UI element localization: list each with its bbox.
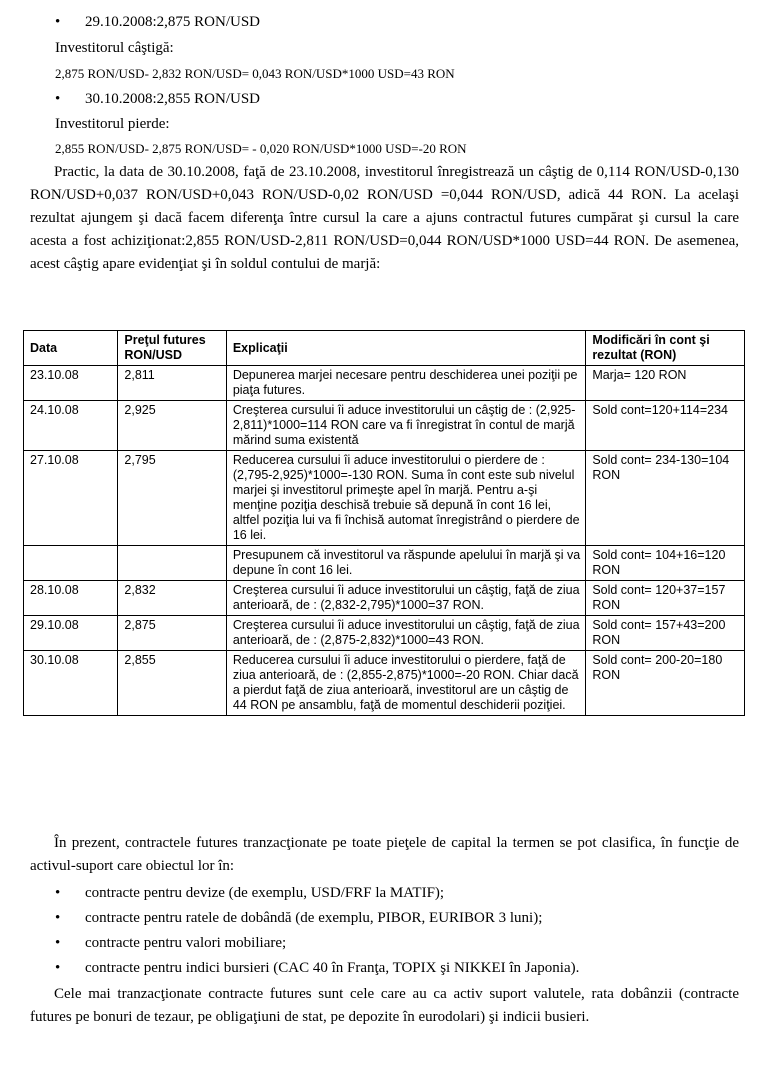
bullet-dot-icon: • (55, 14, 61, 30)
cell-explanation: Creşterea cursului îi aduce investitorului un câştig, faţă de ziua anterioară, de : (2,875-2,832)*1000=43 RON. (226, 616, 585, 651)
cell-price (118, 546, 226, 581)
cell-date: 24.10.08 (24, 401, 118, 451)
cell-date: 23.10.08 (24, 366, 118, 401)
header-data: Data (24, 331, 118, 366)
cell-balance: Sold cont= 104+16=120 RON (586, 546, 745, 581)
header-futures-price: Preţul futures RON/USD (118, 331, 226, 366)
cell-explanation: Creşterea cursului îi aduce investitorului un câştig, faţă de ziua anterioară, de : (2,832-2,795)*1000=37 RON. (226, 581, 585, 616)
list-item-text: contracte pentru ratele de dobândă (de exemplu, PIBOR, EURIBOR 3 luni); (85, 910, 543, 926)
list-item (55, 933, 286, 953)
cell-date (24, 546, 118, 581)
paragraph-summary (30, 161, 739, 276)
bullet-dot-icon: • (55, 935, 61, 951)
paragraph-text: Practic, la data de 30.10.2008, faţă de 23.10.2008, investitorul înregistrează un câştig de 0,114 RON/USD-0,130 RON/USD+0,037 RON/USD+0,043 RON/USD-0,02 RON/USD =0,044 RON/USD, adică 44 RON. La acelaşi rezultat ajungem şi dacă facem diferenţa între cursul la care a ajuns contractul futures cumpărat şi cursul la care acesta a fost achiziţionat:2,855 RON/USD-2,811 RON/USD=0,044 RON/USD*1000 USD=44 RON. De asemenea, acest câştig apare evidenţiat şi în soldul contului de marjă: (30, 164, 739, 272)
list-item-text: contracte pentru devize (de exemplu, USD/FRF la MATIF); (85, 885, 445, 901)
cell-price: 2,795 (118, 451, 226, 546)
table-row (24, 451, 745, 546)
header-account-changes: Modificări în cont şi rezultat (RON) (586, 331, 745, 366)
paragraph-conclusion (30, 983, 739, 1029)
list-item (55, 883, 444, 903)
bullet-item (55, 89, 260, 109)
table-row (24, 366, 745, 401)
table-row (24, 581, 745, 616)
cell-balance: Marja= 120 RON (586, 366, 745, 401)
cell-balance: Sold cont= 157+43=200 RON (586, 616, 745, 651)
bullet-dot-icon: • (55, 910, 61, 926)
cell-balance: Sold cont= 120+37=157 RON (586, 581, 745, 616)
cell-explanation: Creşterea cursului îi aduce investitorului un câştig de : (2,925-2,811)*1000=114 RON care va fi înregistrat în contul de marjă mărind suma existentă (226, 401, 585, 451)
cell-price: 2,855 (118, 651, 226, 716)
cell-date: 29.10.08 (24, 616, 118, 651)
table-row (24, 651, 745, 716)
bullet-dot-icon: • (55, 960, 61, 976)
bullet-text: 30.10.2008:2,855 RON/USD (85, 91, 261, 107)
bullet-dot-icon: • (55, 885, 61, 901)
table-header-row (24, 331, 745, 366)
cell-explanation: Reducerea cursului îi aduce investitorului o pierdere, faţă de ziua anterioară, de : (2,855-2,875)*1000=-20 RON. Chiar dacă a pierdut faţă de ziua anterioară, investitorul are un câştig de 44 RON pe ansamblu, faţă de momentul deschiderii poziţiei. (226, 651, 585, 716)
cell-date: 27.10.08 (24, 451, 118, 546)
cell-balance: Sold cont= 200-20=180 RON (586, 651, 745, 716)
bullet-item (55, 12, 260, 32)
table-row (24, 401, 745, 451)
result-label: Investitorul câştigă: (55, 40, 174, 56)
cell-price: 2,925 (118, 401, 226, 451)
cell-explanation: Presupunem că investitorul va răspunde apelului în marjă şi va depune în cont 16 lei. (226, 546, 585, 581)
table-row (24, 546, 745, 581)
cell-date: 30.10.08 (24, 651, 118, 716)
cell-explanation: Reducerea cursului îi aduce investitorului o pierdere de : (2,795-2,925)*1000=-130 RON. Suma în cont este sub nivelul marjei şi investitorul primeşte apel în marjă. Pentru a-şi menţine poziţia deschisă trebuie să depună în cont 16 lei, altfel poziţia lui va fi închisă automat înregistrând o pierdere de 16 lei. (226, 451, 585, 546)
margin-account-table (23, 330, 745, 716)
result-label: Investitorul pierde: (55, 116, 170, 132)
list-item-text: contracte pentru valori mobiliare; (85, 935, 287, 951)
cell-balance: Sold cont= 234-130=104 RON (586, 451, 745, 546)
cell-date: 28.10.08 (24, 581, 118, 616)
cell-balance: Sold cont=120+114=234 (586, 401, 745, 451)
cell-price: 2,875 (118, 616, 226, 651)
cell-price: 2,832 (118, 581, 226, 616)
paragraph-text: În prezent, contractele futures tranzacţionate pe toate pieţele de capital la termen se pot clasifica, în funcţie de activul-suport care obiectul lor în: (30, 835, 739, 874)
paragraph-classification (30, 832, 739, 878)
bullet-text: 29.10.2008:2,875 RON/USD (85, 14, 261, 30)
list-item (55, 958, 579, 978)
table-row (24, 616, 745, 651)
cell-price: 2,811 (118, 366, 226, 401)
paragraph-text: Cele mai tranzacţionate contracte futures sunt cele care au ca activ suport valutele, rata dobânzii (contracte futures pe bonuri de tezaur, pe obligaţiuni de stat, pe depozite în eurodolari) şi indicii busieri. (30, 986, 739, 1025)
cell-explanation: Depunerea marjei necesare pentru deschiderea unei poziţii pe piaţa futures. (226, 366, 585, 401)
list-item (55, 908, 542, 928)
calculation-line: 2,855 RON/USD- 2,875 RON/USD= - 0,020 RON/USD*1000 USD=-20 RON (55, 141, 467, 156)
calculation-line: 2,875 RON/USD- 2,832 RON/USD= 0,043 RON/USD*1000 USD=43 RON (55, 66, 455, 81)
list-item-text: contracte pentru indici bursieri (CAC 40 în Franţa, TOPIX şi NIKKEI în Japonia). (85, 960, 580, 976)
header-explanations: Explicaţii (226, 331, 585, 366)
bullet-dot-icon: • (55, 91, 61, 107)
